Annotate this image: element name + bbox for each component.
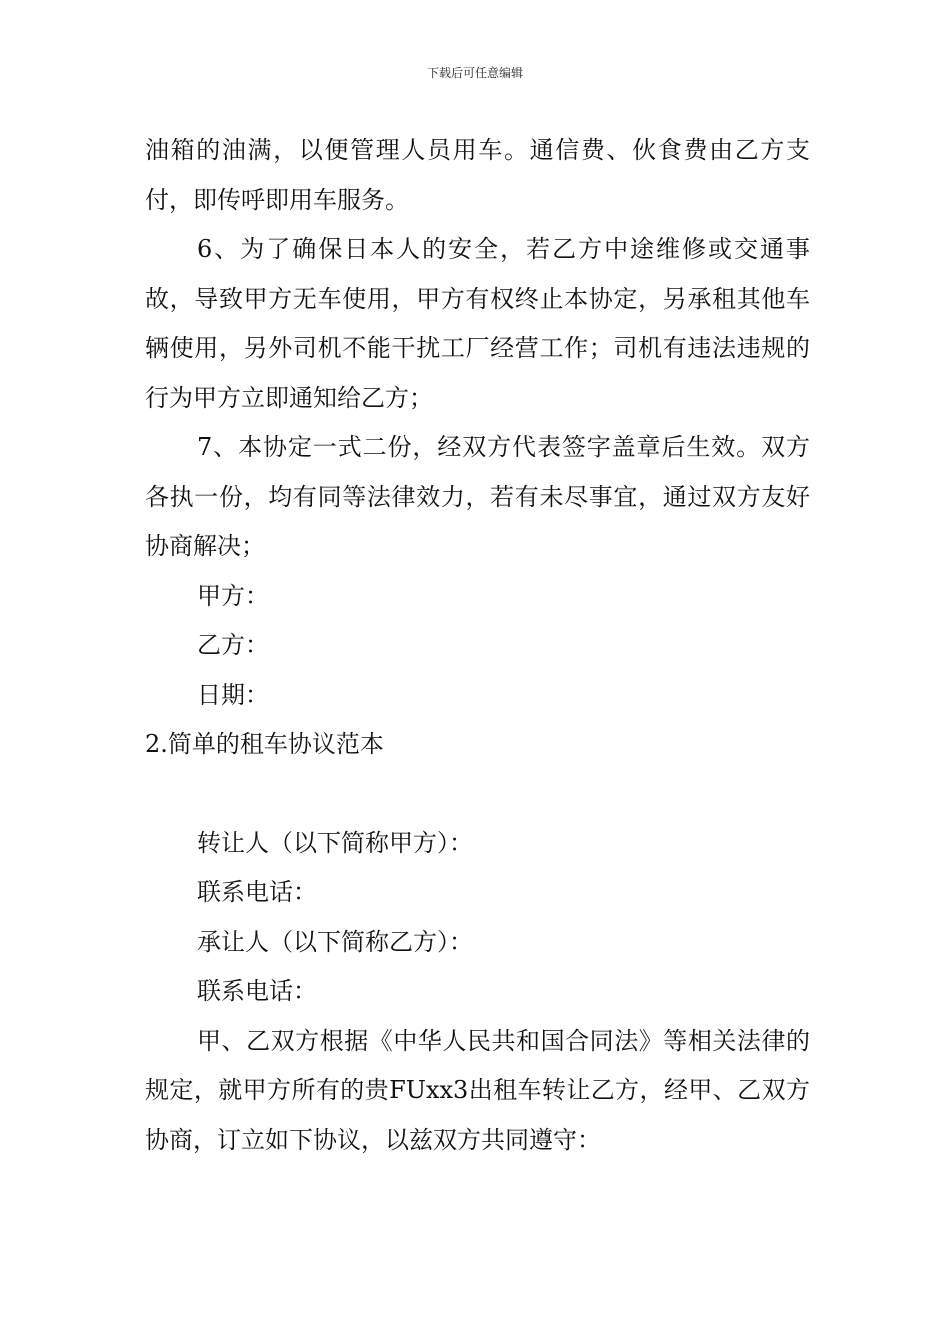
- transferor-field: 转让人（以下简称甲方）：: [197, 828, 473, 857]
- section-title: 2.简单的租车协议范本: [145, 730, 384, 758]
- clause-7: 7、本协定一式二份，经双方代表签字盖章后生效。双方各执一份，均有同等法律效力，若有未尽事宜，通过双方友好协商解决；: [145, 433, 810, 560]
- transferor-phone-field: 联系电话：: [197, 878, 317, 906]
- transferee-field: 承让人（以下简称乙方）：: [197, 927, 473, 956]
- agreement-intro: 甲、乙双方根据《中华人民共和国合同法》等相关法律的规定，就甲方所有的贵FUxx3出租车转让乙方，经甲、乙双方协商，订立如下协议，以兹双方共同遵守：: [145, 1026, 810, 1154]
- signature-party-a: 甲方：: [197, 581, 269, 610]
- page-header-note: 下载后可任意编辑: [426, 66, 523, 80]
- paragraph-continued: 油箱的油满，以便管理人员用车。通信费、伙食费由乙方支付，即传呼即用车服务。: [145, 136, 810, 214]
- signature-date: 日期：: [197, 680, 269, 709]
- document-body: [145, 126, 810, 1165]
- transferee-phone-field: 联系电话：: [197, 977, 317, 1005]
- signature-party-b: 乙方：: [197, 631, 269, 659]
- clause-6: 6、为了确保日本人的安全，若乙方中途维修或交通事故，导致甲方无车使用，甲方有权终止本协定，另承租其他车辆使用，另外司机不能干扰工厂经营工作；司机有违法违规的行为甲方立即通知给乙方；: [145, 235, 810, 412]
